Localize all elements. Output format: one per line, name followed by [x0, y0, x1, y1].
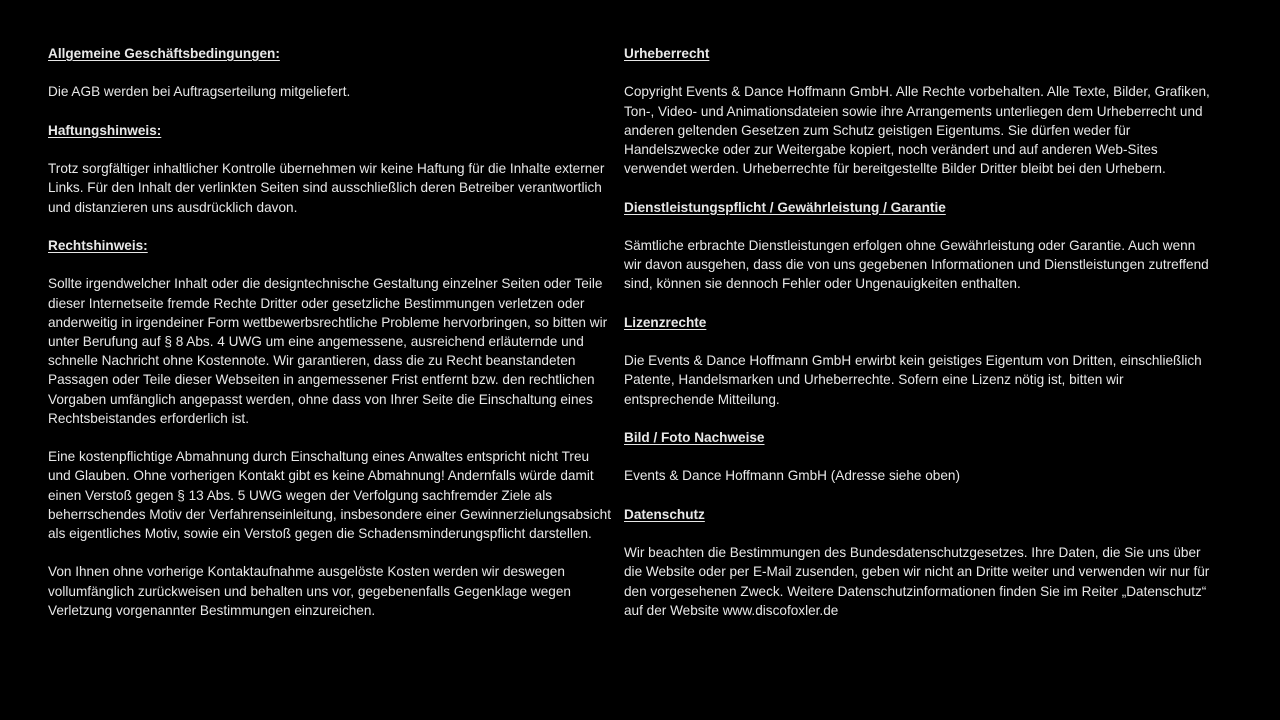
- recht-text-1: Sollte irgendwelcher Inhalt oder die designtechnische Gestaltung einzelner Seiten oder Teile dieser Internetseite fremde Rechte Dritter oder gesetzliche Bestimmungen verletzen oder anderweitig in irgendeiner Form wettbewerbsrechtliche Probleme hervorbringen, so bitten wir unter Berufung auf § 8 Abs. 4 UWG um eine angemessene, ausreichend erläuternde und schnelle Nachricht ohne Kostennote. Wir garantieren, dass die zu Recht beanstandeten Passagen oder Teile dieser Webseiten in angemessener Frist entfernt bzw. den rechtlichen Vorgaben umfänglich angepasst werden, ohne dass von Ihrer Seite die Einschaltung eines Rechtsbeistandes erforderlich ist.: [48, 276, 608, 426]
- recht-text-3: Von Ihnen ohne vorherige Kontaktaufnahme ausgelöste Kosten werden wir deswegen vollumfänglich zurückweisen und behalten uns vor, gegebenenfalls Gegenklage wegen Verletzung vorgenannter Bestimmungen einzureichen.: [48, 564, 571, 618]
- dienst-heading: Dienstleistungspflicht / Gewährleistung / Garantie: [624, 199, 946, 215]
- agb-heading: Allgemeine Geschäftsbedingungen:: [48, 46, 280, 61]
- left-column: [48, 44, 614, 620]
- urheber-text: Copyright Events & Dance Hoffmann GmbH. Alle Rechte vorbehalten. Alle Texte, Bilder, Grafiken, Ton-, Video- und Animationsdateien sowie ihre Arrangements unterliegen dem Urheberrecht und anderen geltenden Gesetzen zum Schutz geistigen Eigentums. Sie dürfen weder für Handelszwecke oder zur Weitergabe kopiert, noch verändert und auf anderen Web-Sites verwendet werden. Urheberrechte für bereitgestellte Bilder Dritter bleibt bei den Urhebern.: [624, 84, 1210, 177]
- recht-text-2: Eine kostenpflichtige Abmahnung durch Einschaltung eines Anwaltes entspricht nicht Treu und Glauben. Ohne vorherigen Kontakt gibt es keine Abmahnung! Andernfalls würde damit einen Verstoß gegen § 13 Abs. 5 UWG wegen der Verfolgung sachfremder Ziele als beherrschendes Motiv der Verfahrenseinleitung, insbesondere einer Gewinnerzielungsabsicht als eigentliches Motiv, sowie ein Verstoß gegen die Schadensminderungspflicht darstellen.: [48, 449, 611, 541]
- bild-text: Events & Dance Hoffmann GmbH (Adresse siehe oben): [624, 468, 960, 484]
- recht-heading: Rechtshinweis:: [48, 237, 148, 253]
- agb-text: Die AGB werden bei Auftragserteilung mitgeliefert.: [48, 84, 351, 100]
- dienst-text: Sämtliche erbrachte Dienstleistungen erfolgen ohne Gewährleistung oder Garantie. Auch wenn wir davon ausgehen, dass die von uns gegebenen Informationen und Dienstleistungen zutreffend sind, können sie dennoch Fehler oder Ungenauigkeiten enthalten.: [624, 237, 1209, 292]
- bild-heading: Bild / Foto Nachweise: [624, 429, 765, 445]
- right-column: [624, 44, 1214, 620]
- urheber-heading: Urheberrecht: [624, 46, 710, 61]
- haftung-text: Trotz sorgfältiger inhaltlicher Kontrolle übernehmen wir keine Haftung für die Inhalte externer Links. Für den Inhalt der verlinkten Seiten sind ausschließlich deren Betreiber verantwortlich und distanzieren uns ausdrücklich davon.: [48, 161, 605, 215]
- datenschutz-text: Wir beachten die Bestimmungen des Bundesdatenschutzgesetzes. Ihre Daten, die Sie uns über die Website oder per E-Mail zusenden, geben wir nicht an Dritte weiter und verwenden wir nur für den vorgesehenen Zweck. Weitere Datenschutzinformationen finden Sie im Reiter „Datenschutz“ auf der Website www.discofoxler.de: [624, 545, 1210, 618]
- datenschutz-heading: Datenschutz: [624, 506, 705, 522]
- lizenz-heading: Lizenzrechte: [624, 314, 707, 330]
- lizenz-text: Die Events & Dance Hoffmann GmbH erwirbt kein geistiges Eigentum von Dritten, einschließlich Patente, Handelsmarken und Urheberrechte. Sofern eine Lizenz nötig ist, bitten wir entsprechende Mitteilung.: [624, 353, 1202, 407]
- haftung-heading: Haftungshinweis:: [48, 122, 162, 138]
